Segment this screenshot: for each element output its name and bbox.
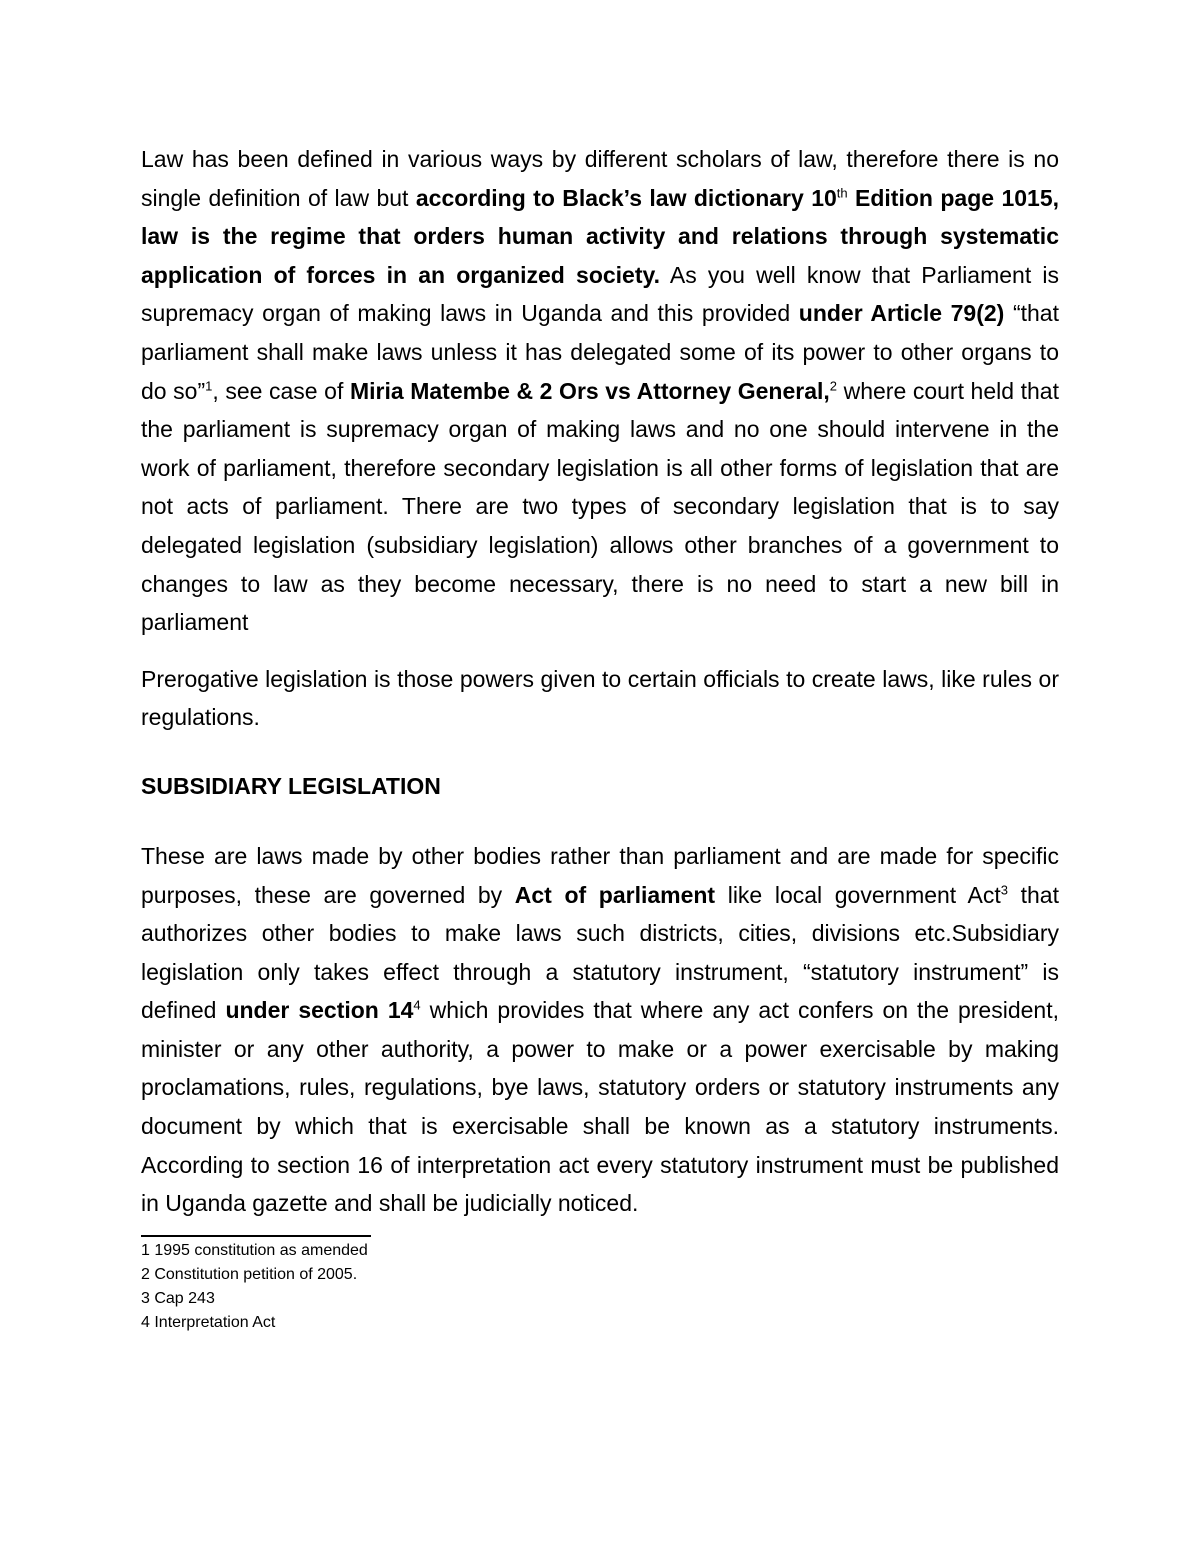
footnote-ref-4[interactable]: 4 (413, 997, 421, 1013)
paragraph-prerogative-legislation: Prerogative legislation is those powers given to certain officials to create laws, like rules or regulations. (141, 665, 1059, 731)
text-span: that authorizes other bodies to make laws such districts, cities, divisions etc.Subsidiary legislation only takes effect through a statutory instrument, “statutory instrument” is defined (141, 881, 1059, 1024)
text-span: These are laws made by other bodies rather than parliament and are made for specific purposes, these are governed by (141, 842, 1059, 908)
text-span: , see case of (212, 377, 350, 404)
bold-span: Edition page 1015, law is the regime that orders human activity and relations through systematic application of forces in an organized society. (141, 184, 1060, 288)
text-span: like local government Act (715, 881, 1001, 908)
footnote-separator (141, 1235, 371, 1237)
text-span: Law has been defined in various ways by different scholars of law, therefore there is no single definition of law but (141, 146, 1059, 211)
bold-span: Act of parliament (514, 881, 716, 908)
footnote-2: 2 Constitution petition of 2005. (141, 1265, 358, 1283)
bold-span: under section 14 (225, 997, 414, 1024)
paragraph-subsidiary-legislation (141, 837, 1059, 1223)
document-body (141, 140, 1059, 1335)
text-span: As you well know that Parliament is supremacy organ of making laws in Uganda and this provided (141, 261, 1060, 327)
footnote-ref-2[interactable]: 2 (829, 377, 838, 393)
footnote-4: 4 Interpretation Act (141, 1313, 276, 1331)
section-heading: SUBSIDIARY LEGISLATION (141, 772, 441, 799)
bold-span: according to Black’s law dictionary 10 (415, 184, 837, 211)
footnote-ref-1[interactable]: 1 (205, 377, 213, 393)
superscript-th: th (836, 184, 848, 200)
text-span: where court held that the parliament is supremacy organ of making laws and no one should intervene in the work of parliament, therefore secondary legislation is all other forms of legislation that are not acts of parliament. There are two types of secondary legislation that is to say delegated legislation (subsidiary legislation) allows other branches of a government to changes to law as they become necessary, there is no need to start a new bill in parliament (141, 377, 1059, 636)
text-span: “that parliament shall make laws unless it has delegated some of its power to other organs to do so” (141, 300, 1059, 404)
bold-span: under Article 79(2) (798, 300, 1005, 327)
footnote-1: 1 1995 constitution as amended (141, 1241, 368, 1259)
text-span: which provides that where any act confers on the president, minister or any other authority, a power to make or a power exercisable by making proclamations, rules, regulations, bye laws, statutory orders or statutory instruments any document by which that is exercisable shall be known as a statutory instruments. According to section 16 of interpretation act every statutory instrument must be published in Uganda gazette and shall be judicially noticed. (141, 997, 1059, 1217)
footnotes (141, 1239, 1059, 1335)
footnote-3: 3 Cap 243 (141, 1289, 215, 1307)
bold-span: Miria Matembe & 2 Ors vs Attorney General, (349, 377, 830, 404)
footnote-ref-3[interactable]: 3 (1000, 881, 1009, 897)
paragraph-law-definition (141, 140, 1059, 642)
